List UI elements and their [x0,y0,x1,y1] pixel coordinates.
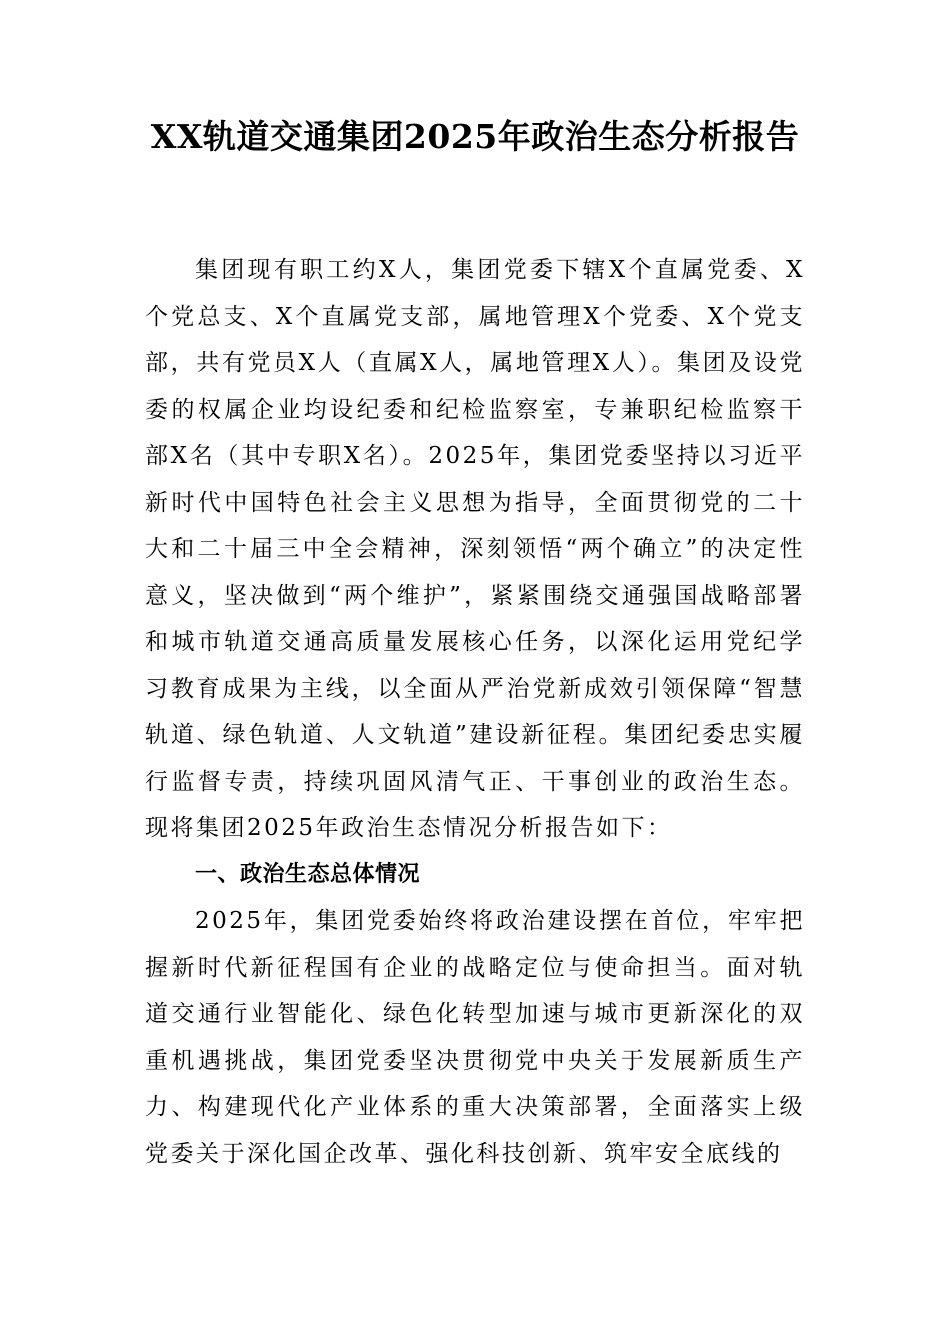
section-paragraph: 2025年，集团党委始终将政治建设摆在首位，牢牢把握新时代新征程国有企业的战略定位与使命担当。面对轨道交通行业智能化、绿色化转型加速与城市更新深化的双重机遇挑战，集团党委坚决贯彻党中央关于发展新质生产力、构建现代化产业体系的重大决策部署，全面落实上级党委关于深化国企改革、强化科技创新、筑牢安全底线的 [145,908,805,1167]
document-body [145,247,805,1177]
document-title: XX轨道交通集团2025年政治生态分析报告 [150,117,800,156]
intro-paragraph: 集团现有职工约X人，集团党委下辖X个直属党委、X个党总支、X个直属党支部，属地管理X个党委、X个党支部，共有党员X人（直属X人，属地管理X人）。集团及设党委的权属企业均设纪委和纪检监察室，专兼职纪检监察干部X名（其中专职X名）。2025年，集团党委坚持以习近平新时代中国特色社会主义思想为指导，全面贯彻党的二十大和二十届三中全会精神，深刻领悟“两个确立”的决定性意义，坚决做到“两个维护”，紧紧围绕交通强国战略部署和城市轨道交通高质量发展核心任务，以深化运用党纪学习教育成果为主线，以全面从严治党新成效引领保障“智慧轨道、绿色轨道、人文轨道”建设新征程。集团纪委忠实履行监督专责，持续巩固风清气正、干事创业的政治生态。现将集团2025年政治生态情况分析报告如下： [145,257,805,841]
section-heading: 一、政治生态总体情况 [195,861,421,887]
